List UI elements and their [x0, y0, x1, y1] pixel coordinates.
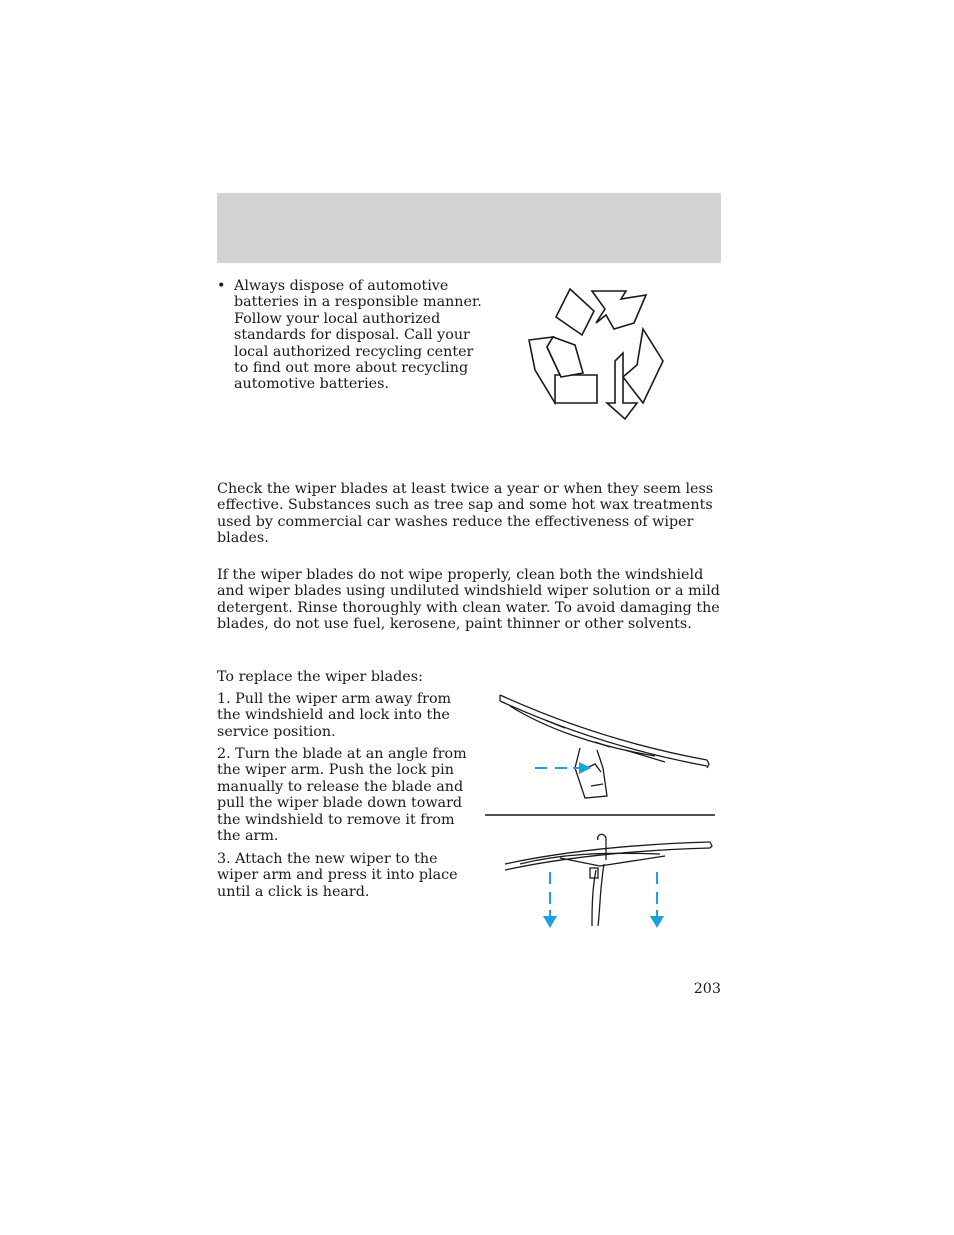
bullet-marker: • [217, 278, 226, 294]
step-3: 3. Attach the new wiper to the wiper arm and press it into place until a click is heard. [217, 851, 458, 900]
step-2: 2. Turn the blade at an angle from the wiper arm. Push the lock pin manually to release the blade and pull the wiper blade down toward the windshield to remove it from the arm. [217, 746, 467, 845]
wiper-check-paragraph: Check the wiper blades at least twice a year or when they seem less effective. Substances such as tree sap and some hot wax treatments used by commercial car washes reduce the effectiveness of wiper blades. [217, 481, 714, 547]
battery-disposal-text: Always dispose of automotive batteries in a responsible manner. Follow your local authorized standards for disposal. Call your local authorized recycling center to find out more about recycling automotive batteries. [234, 278, 482, 393]
section-header-band [217, 193, 721, 263]
wiper-clean-paragraph: If the wiper blades do not wipe properly, clean both the windshield and wiper blades using undiluted windshield wiper solution or a mild detergent. Rinse thoroughly with clean water. To avoid damaging the blades, do not use fuel, kerosene, paint thinner or other solvents. [217, 567, 720, 633]
wiper-blade-install-illustration [500, 830, 715, 935]
step-1: 1. Pull the wiper arm away from the windshield and lock into the service position. [217, 691, 452, 740]
recycle-icon [525, 285, 670, 425]
page-number: 203 [693, 981, 721, 997]
wiper-blade-removal-illustration [485, 690, 715, 825]
replace-intro: To replace the wiper blades: [217, 669, 423, 685]
